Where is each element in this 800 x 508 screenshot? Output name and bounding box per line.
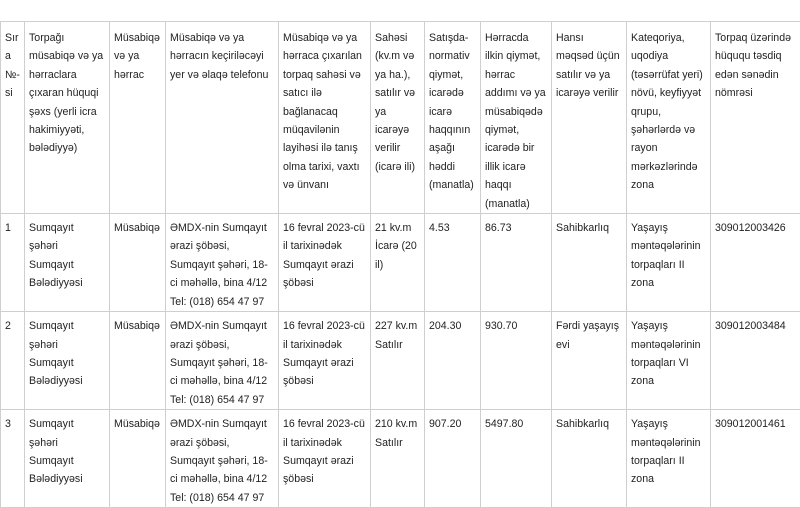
cell-type: Müsabiqə [110, 214, 166, 312]
table-row [1, 410, 800, 508]
cell-type: Müsabiqə [110, 312, 166, 410]
cell-initial-price: 5497.80 [481, 410, 552, 508]
cell-legal-entity: Sumqayıt şəhəri Sumqayıt Bələdiyyəsi [25, 312, 110, 410]
table-row [1, 214, 800, 312]
cell-review-date: 16 fevral 2023-cü il tarixinədək Sumqayıt ərazi şöbəsi [279, 410, 371, 508]
cell-document-number: 309012003484 [711, 312, 800, 410]
cell-venue: ƏMDX-nin Sumqayıt ərazi şöbəsi, Sumqayıt şəhəri, 18-ci məhəllə, bina 4/12 Tel: (018) 654 47 97 [166, 312, 279, 410]
cell-number: 1 [1, 214, 25, 312]
cell-category: Yaşayış məntəqələrinin torpaqları VI zona [627, 312, 711, 410]
land-auction-table [0, 21, 800, 508]
header-cell-document-number: Torpaq üzərində hüququ təsdiq edən sənədin nömrəsi [711, 22, 800, 214]
cell-venue: ƏMDX-nin Sumqayıt ərazi şöbəsi, Sumqayıt şəhəri, 18-ci məhəllə, bina 4/12 Tel: (018) 654 47 97 [166, 214, 279, 312]
header-cell-area: Sahəsi (kv.m və ya ha.), satılır və ya icarəyə verilir (icarə ili) [371, 22, 425, 214]
cell-purpose: Fərdi yaşayış evi [552, 312, 627, 410]
cell-normative-price: 4.53 [425, 214, 481, 312]
table-header-row [1, 22, 800, 214]
cell-review-date: 16 fevral 2023-cü il tarixinədək Sumqayıt ərazi şöbəsi [279, 214, 371, 312]
cell-purpose: Sahibkarlıq [552, 410, 627, 508]
cell-category: Yaşayış məntəqələrinin torpaqları II zona [627, 214, 711, 312]
cell-number: 2 [1, 312, 25, 410]
cell-type: Müsabiqə [110, 410, 166, 508]
cell-document-number: 309012003426 [711, 214, 800, 312]
cell-legal-entity: Sumqayıt şəhəri Sumqayıt Bələdiyyəsi [25, 214, 110, 312]
cell-legal-entity: Sumqayıt şəhəri Sumqayıt Bələdiyyəsi [25, 410, 110, 508]
cell-number: 3 [1, 410, 25, 508]
land-auction-table-container [0, 21, 800, 508]
header-cell-number: Sıra №-si [1, 22, 25, 214]
header-cell-normative-price: Satışda-normativ qiymət, icarədə icarə haqqının aşağı həddi (manatla) [425, 22, 481, 214]
cell-purpose: Sahibkarlıq [552, 214, 627, 312]
header-cell-purpose: Hansı məqsəd üçün satılır və ya icarəyə verilir [552, 22, 627, 214]
cell-category: Yaşayış məntəqələrinin torpaqları II zona [627, 410, 711, 508]
cell-area: 227 kv.m Satılır [371, 312, 425, 410]
cell-venue: ƏMDX-nin Sumqayıt ərazi şöbəsi, Sumqayıt şəhəri, 18-ci məhəllə, bina 4/12 Tel: (018) 654 47 97 [166, 410, 279, 508]
cell-initial-price: 86.73 [481, 214, 552, 312]
header-cell-review-date: Müsabiqə və ya hərraca çıxarılan torpaq sahəsi və satıcı ilə bağlanacaq müqavilənin layihəsi ilə tanış olma tarixi, vaxtı və ünvanı [279, 22, 371, 214]
cell-area: 210 kv.m Satılır [371, 410, 425, 508]
cell-area: 21 kv.m İcarə (20 il) [371, 214, 425, 312]
header-cell-type: Müsabiqə və ya hərrac [110, 22, 166, 214]
header-cell-legal-entity: Torpağı müsabiqə və ya hərraclara çıxaran hüquqi şəxs (yerli icra hakimiyyəti, bələdiyyə) [25, 22, 110, 214]
table-row [1, 312, 800, 410]
cell-normative-price: 907.20 [425, 410, 481, 508]
cell-review-date: 16 fevral 2023-cü il tarixinədək Sumqayıt ərazi şöbəsi [279, 312, 371, 410]
header-cell-venue: Müsabiqə və ya hərracın keçiriləcəyi yer və əlaqə telefonu [166, 22, 279, 214]
cell-document-number: 309012001461 [711, 410, 800, 508]
header-cell-initial-price: Hərracda ilkin qiymət, hərrac addımı və ya müsabiqədə qiymət, icarədə bir illik icarə haqqı (manatla) [481, 22, 552, 214]
cell-initial-price: 930.70 [481, 312, 552, 410]
cell-normative-price: 204.30 [425, 312, 481, 410]
header-cell-category: Kateqoriya, uqodiya (təsərrüfat yeri) növü, keyfiyyət qrupu, şəhərlərdə və rayon mərkəzlərində zona [627, 22, 711, 214]
